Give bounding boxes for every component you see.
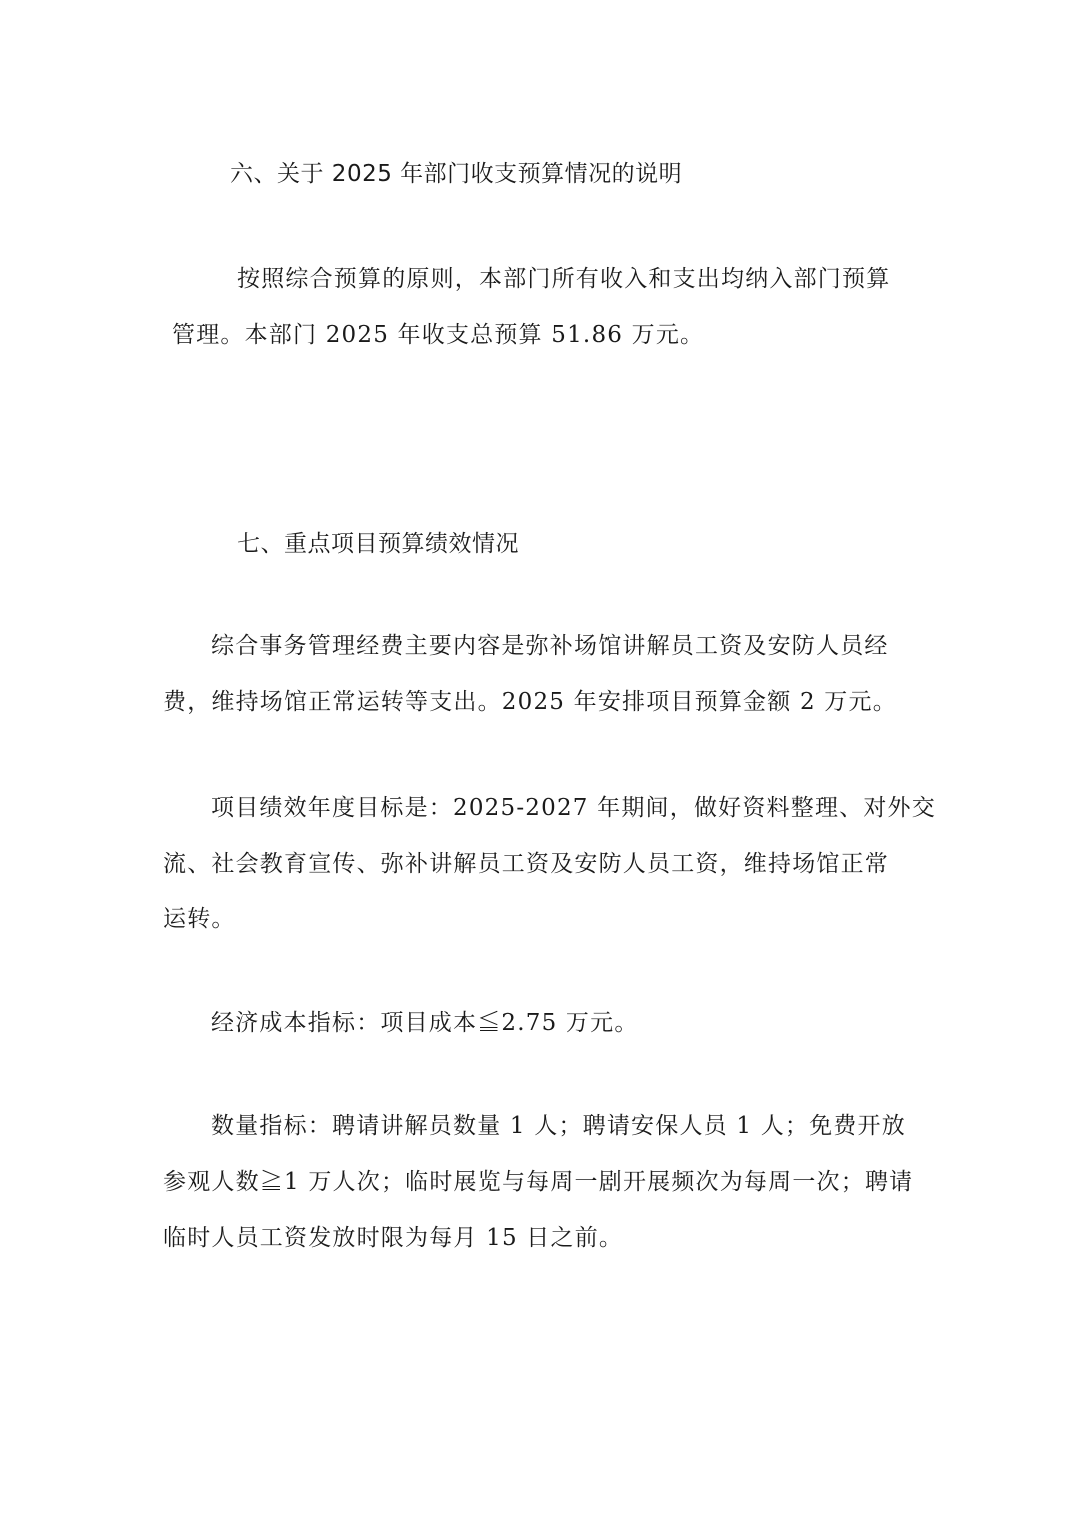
section-6-paragraph-line: 按照综合预算的原则，本部门所有收入和支出均纳入部门预算 bbox=[237, 266, 891, 292]
performance-goal-line: 流、社会教育宣传、弥补讲解员工资及安防人员工资，维持场馆正常 bbox=[163, 851, 889, 877]
section-6-heading: 六、关于 2025 年部门收支预算情况的说明 bbox=[230, 161, 683, 187]
section-7-heading: 七、重点项目预算绩效情况 bbox=[237, 531, 519, 557]
performance-goal-line: 运转。 bbox=[163, 906, 236, 932]
quantity-indicator-line: 临时人员工资发放时限为每月 15 日之前。 bbox=[163, 1225, 624, 1251]
quantity-indicator-line: 数量指标：聘请讲解员数量 1 人；聘请安保人员 1 人；免费开放 bbox=[211, 1113, 906, 1139]
quantity-indicator-line: 参观人数≧1 万人次；临时展览与每周一剧开展频次为每周一次；聘请 bbox=[163, 1169, 914, 1195]
project-content-line: 费，维持场馆正常运转等支出。2025 年安排项目预算金额 2 万元。 bbox=[163, 689, 897, 715]
section-6-paragraph-line: 管理。本部门 2025 年收支总预算 51.86 万元。 bbox=[172, 322, 705, 348]
project-content-line: 综合事务管理经费主要内容是弥补场馆讲解员工资及安防人员经 bbox=[211, 633, 889, 659]
performance-goal-line: 项目绩效年度目标是：2025-2027 年期间，做好资料整理、对外交 bbox=[211, 795, 936, 821]
cost-indicator-line: 经济成本指标：项目成本≦2.75 万元。 bbox=[211, 1010, 639, 1036]
